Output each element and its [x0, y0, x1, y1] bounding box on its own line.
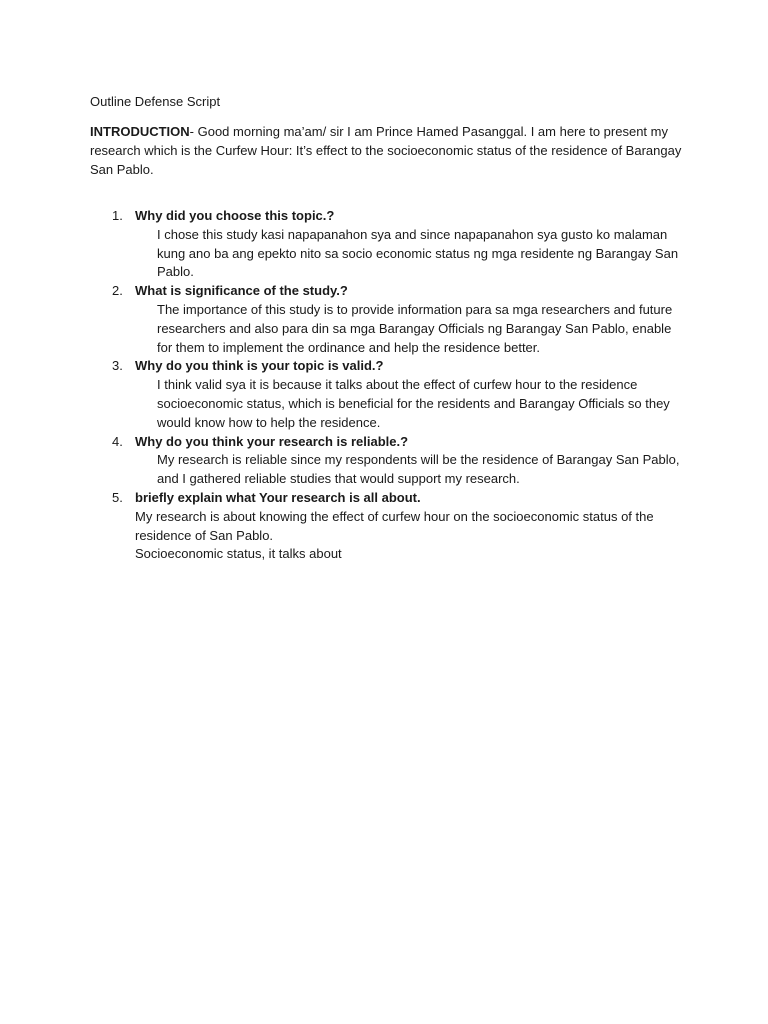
question-item-3 [90, 357, 690, 432]
introduction-text: - Good morning ma’am/ sir I am Prince Hamed Pasanggal. I am here to present my research which is the Curfew Hour: It’s effect to the socioeconomic status of the residence of Barangay San Pablo. [90, 124, 682, 177]
question-text: Why did you choose this topic.? [135, 208, 335, 223]
question-text: Why do you think your research is reliable.? [135, 433, 409, 449]
answer-continuation-text: Socioeconomic status, it talks about [135, 546, 342, 562]
question-text: briefly explain what Your research is all about. [135, 489, 421, 505]
question-list [90, 207, 690, 564]
question-number: 3. [112, 358, 123, 374]
introduction-heading: INTRODUCTION [90, 124, 190, 139]
answer-text: I chose this study kasi napapanahon sya and since napapanahon sya gusto ko malaman kung ano ba ang epekto nito sa socio economic status ng mga residente ng Barangay San Pablo. [157, 226, 679, 280]
question-number: 2. [112, 283, 123, 299]
question-number: 4. [112, 433, 123, 449]
answer-text: The importance of this study is to provide information para sa mga researchers and future researchers and also para din sa mga Barangay Officials ng Barangay San Pablo, enable for them to implement the ordinance and help the residence better. [157, 301, 673, 355]
question-number: 5. [112, 489, 123, 505]
question-item-5 [90, 489, 690, 564]
question-text: What is significance of the study.? [135, 283, 348, 299]
answer-text: My research is about knowing the effect of curfew hour on the socioeconomic status of the residence of San Pablo. [135, 508, 654, 543]
question-number: 1. [112, 208, 123, 223]
question-item-2 [90, 282, 690, 357]
question-text: Why do you think is your topic is valid.? [135, 358, 384, 374]
introduction-paragraph [90, 122, 690, 179]
question-item-1 [90, 207, 690, 282]
question-item-4 [90, 433, 690, 489]
answer-text: I think valid sya it is because it talks about the effect of curfew hour to the residence socioeconomic status, which is beneficial for the residents and Barangay Officials so they would know how to help the residence. [157, 377, 670, 430]
answer-text: My research is reliable since my respondents will be the residence of Barangay San Pablo, and I gathered reliable studies that would support my research. [157, 452, 680, 487]
document-title: Outline Defense Script [90, 94, 221, 109]
